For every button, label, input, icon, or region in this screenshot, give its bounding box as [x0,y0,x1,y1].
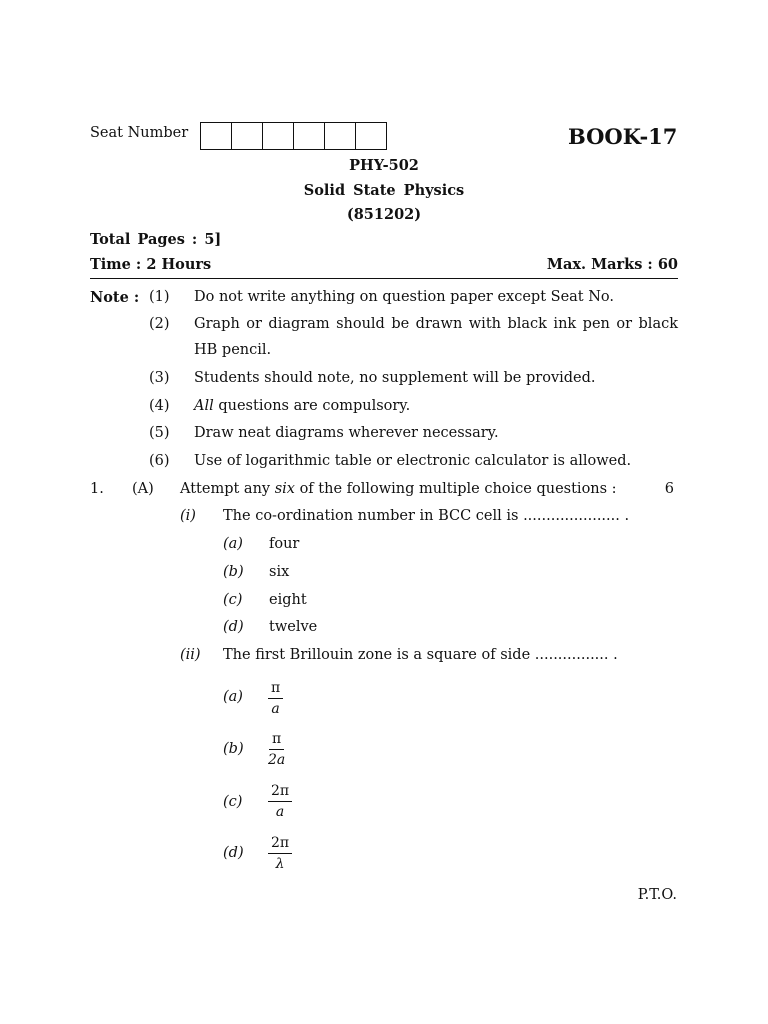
subquestion-text: The co-ordination number in BCC cell is ..................... . [223,508,630,524]
subquestion-label: (i) [180,508,196,524]
question-part: (A) [132,481,154,497]
note-number: (6) [149,453,170,469]
please-turn-over: P.T.O. [637,887,677,903]
fraction-denominator: λ [275,856,285,872]
instruction-post: of the following multiple choice questions : [294,481,617,497]
option-text: four [269,536,300,552]
note-number: (5) [149,425,170,441]
fraction-numerator: π [269,731,284,750]
fraction-numerator: 2π [268,783,292,802]
seat-digit-box[interactable] [356,123,386,149]
option-text: six [269,564,290,580]
note-number: (2) [149,316,170,332]
exam-duration: Time : 2 Hours [90,256,212,273]
seat-digit-box[interactable] [325,123,356,149]
subquestion-text: The first Brillouin zone is a square of side ................ . [223,647,618,663]
note-emphasis: All [194,398,214,414]
book-code: BOOK-17 [568,124,678,149]
note-text: Use of logarithmic table or electronic calculator is allowed. [194,453,632,469]
fraction [268,835,292,872]
question-marks: 6 [664,481,674,497]
option-label: (a) [223,536,243,552]
note-text-rest: questions are compulsory. [213,398,411,414]
note-text: Do not write anything on question paper except Seat No. [194,289,615,305]
option-label: (a) [223,689,243,705]
fraction-numerator: 2π [268,835,292,854]
instruction-pre: Attempt any [180,481,275,497]
note-text [194,393,678,419]
note-text: Graph or diagram should be drawn with black ink pen or black HB pencil. [194,316,678,358]
max-marks: Max. Marks : 60 [546,256,678,273]
question-number: 1. [90,481,104,497]
note-text: Students should note, no supplement will be provided. [194,370,596,386]
fraction-numerator: π [268,680,283,699]
subquestion-label: (ii) [180,647,201,663]
header-divider [90,278,678,279]
option-text: twelve [269,619,318,635]
fraction [268,680,283,717]
option-label: (d) [223,845,244,861]
seat-digit-box[interactable] [232,123,263,149]
option-label: (c) [223,794,243,810]
seat-digit-box[interactable] [294,123,325,149]
seat-digit-box[interactable] [263,123,294,149]
note-number: (1) [149,289,170,305]
fraction-denominator: a [271,701,280,717]
note-text: Draw neat diagrams wherever necessary. [194,425,499,441]
seat-digit-box[interactable] [201,123,232,149]
option-label: (d) [223,619,244,635]
question-instruction [180,481,617,497]
note-number: (3) [149,370,170,386]
note-label: Note : [90,289,140,306]
option-label: (b) [223,564,244,580]
subject-title: Solid State Physics [303,182,465,199]
option-label: (b) [223,741,244,757]
option-text: eight [269,592,307,608]
option-label: (c) [223,592,243,608]
fraction-denominator: 2a [268,752,286,768]
seat-number-boxes[interactable] [200,122,387,150]
instruction-emphasis: six [274,481,295,497]
note-number: (4) [149,398,170,414]
total-pages: Total Pages : 5] [90,231,222,248]
fraction [268,731,285,768]
subject-code: (851202) [346,206,422,223]
fraction-denominator: a [275,804,285,820]
fraction [268,783,292,820]
paper-code: PHY-502 [349,157,419,174]
seat-number-label: Seat Number [90,125,189,141]
